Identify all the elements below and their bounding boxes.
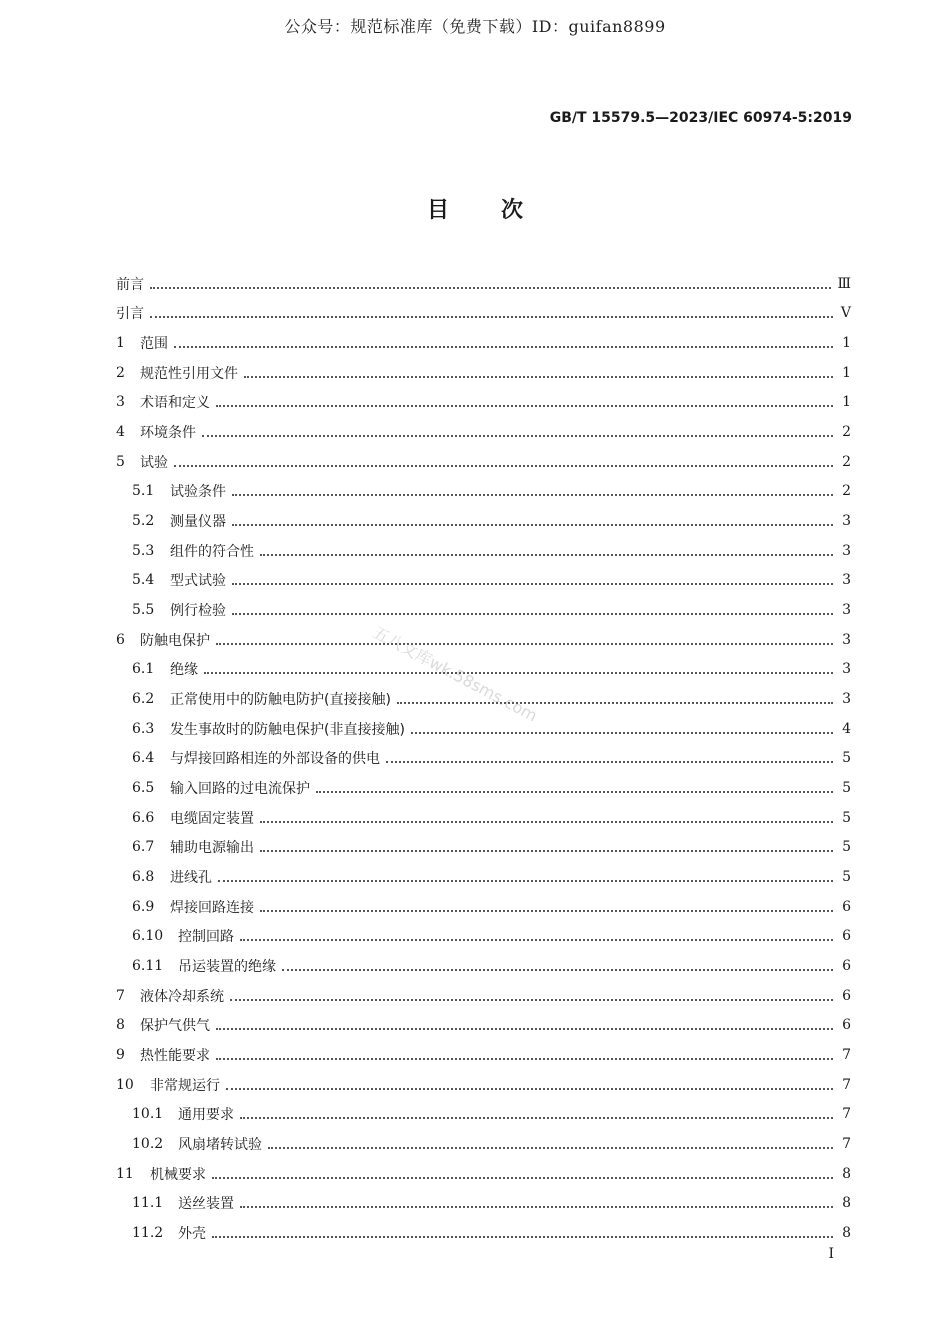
toc-entry-page: 5: [842, 779, 851, 796]
toc-entry[interactable]: [116, 921, 851, 951]
toc-leader-dots: [212, 1163, 833, 1179]
toc-entry-number: 5.2: [132, 513, 155, 530]
toc-entry-number: 5.3: [132, 542, 155, 559]
toc-entry[interactable]: [116, 506, 851, 536]
toc-leader-dots: [240, 1192, 833, 1208]
toc-entry[interactable]: [116, 744, 851, 774]
toc-entry-number: 6.4: [132, 750, 155, 767]
toc-entry[interactable]: [116, 447, 851, 477]
toc-leader-dots: [260, 896, 833, 912]
toc-entry-label: 与焊接回路相连的外部设备的供电: [170, 751, 380, 768]
toc-entry-number: 6.6: [132, 809, 155, 826]
toc-leader-dots: [240, 1103, 833, 1119]
toc-entry[interactable]: [116, 951, 851, 981]
toc-entry-number: 11.1: [132, 1195, 164, 1212]
toc-leader-dots: [150, 273, 831, 289]
toc-entry[interactable]: [116, 803, 851, 833]
toc-entry[interactable]: [116, 1010, 851, 1040]
table-of-contents: [116, 269, 851, 1248]
header-top-text: 公众号：规范标准库（免费下载）ID：guifan8899: [284, 17, 666, 36]
toc-entry[interactable]: [116, 625, 851, 655]
toc-entry-number: 6.11: [132, 957, 164, 974]
toc-entry-label: 正常使用中的防触电防护(直接接触): [170, 692, 391, 709]
toc-entry-page: 4: [842, 720, 851, 737]
toc-entry-label: 焊接回路连接: [170, 899, 254, 916]
toc-entry[interactable]: [116, 417, 851, 447]
toc-entry-number: 6.2: [132, 691, 155, 708]
toc-leader-dots: [202, 421, 833, 437]
toc-entry-number: 7: [116, 987, 125, 1004]
toc-entry[interactable]: [116, 1099, 851, 1129]
toc-entry-label: 外壳: [178, 1225, 206, 1242]
toc-entry-page: 3: [842, 691, 851, 708]
toc-leader-dots: [212, 1222, 833, 1238]
toc-entry-label: 术语和定义: [140, 395, 210, 412]
toc-entry-label: 测量仪器: [170, 514, 226, 531]
toc-entry-page: 3: [842, 631, 851, 648]
toc-entry-page: 6: [842, 928, 851, 945]
toc-entry[interactable]: [116, 892, 851, 922]
toc-leader-dots: [230, 985, 833, 1001]
toc-leader-dots: [216, 1044, 833, 1060]
toc-entry-label: 型式试验: [170, 573, 226, 590]
toc-entry-page: 2: [842, 424, 851, 441]
toc-entry-page: Ⅴ: [840, 305, 851, 322]
toc-entry-page: 1: [842, 335, 851, 352]
toc-entry[interactable]: [116, 1070, 851, 1100]
toc-entry-page: 7: [842, 1076, 851, 1093]
toc-entry[interactable]: [116, 566, 851, 596]
toc-entry-label: 试验条件: [170, 484, 226, 501]
toc-entry-label: 绝缘: [170, 662, 198, 679]
toc-entry-page: 6: [842, 987, 851, 1004]
toc-entry-label: 引言: [116, 306, 144, 323]
toc-entry[interactable]: [116, 862, 851, 892]
toc-entry-label: 液体冷却系统: [140, 988, 224, 1005]
toc-leader-dots: [204, 658, 833, 674]
toc-entry-number: 9: [116, 1046, 125, 1063]
toc-entry-number: 5.5: [132, 602, 155, 619]
toc-entry-number: 10.2: [132, 1135, 164, 1152]
toc-entry-number: 6.7: [132, 839, 155, 856]
toc-entry-label: 进线孔: [170, 869, 212, 886]
toc-entry-number: 5: [116, 453, 125, 470]
toc-entry-number: 1: [116, 335, 125, 352]
toc-entry[interactable]: [116, 832, 851, 862]
page-title: 目次: [426, 198, 575, 223]
toc-entry-label: 发生事故时的防触电保护(非直接接触): [170, 721, 405, 738]
toc-entry-label: 防触电保护: [140, 632, 210, 649]
toc-entry-page: 5: [842, 839, 851, 856]
toc-entry-label: 非常规运行: [150, 1077, 220, 1094]
toc-entry[interactable]: [116, 1159, 851, 1189]
toc-entry-page: Ⅲ: [837, 275, 851, 292]
toc-leader-dots: [232, 599, 833, 615]
toc-entry[interactable]: [116, 269, 851, 299]
page-number: Ⅰ: [828, 1246, 834, 1262]
toc-leader-dots: [232, 510, 833, 526]
toc-entry-label: 例行检验: [170, 603, 226, 620]
toc-entry-page: 2: [842, 453, 851, 470]
toc-entry-number: 6.3: [132, 720, 155, 737]
toc-leader-dots: [240, 925, 833, 941]
toc-entry-page: 1: [842, 364, 851, 381]
toc-leader-dots: [244, 362, 833, 378]
toc-entry[interactable]: [116, 1040, 851, 1070]
toc-leader-dots: [232, 480, 833, 496]
toc-leader-dots: [260, 540, 833, 556]
toc-entry-label: 环境条件: [140, 425, 196, 442]
toc-entry-label: 试验: [140, 454, 168, 471]
toc-entry-number: 6.9: [132, 898, 155, 915]
toc-leader-dots: [282, 955, 833, 971]
standard-code: GB/T 15579.5—2023/IEC 60974-5:2019: [549, 110, 852, 126]
toc-entry-label: 范围: [140, 336, 168, 353]
toc-leader-dots: [226, 1074, 833, 1090]
toc-leader-dots: [232, 569, 833, 585]
toc-entry-number: 2: [116, 364, 125, 381]
toc-entry-number: 6: [116, 631, 125, 648]
toc-entry-page: 3: [842, 602, 851, 619]
toc-entry-number: 6.1: [132, 661, 155, 678]
toc-entry-label: 吊运装置的绝缘: [178, 958, 276, 975]
toc-entry[interactable]: [116, 1129, 851, 1159]
toc-leader-dots: [397, 688, 833, 704]
toc-entry[interactable]: [116, 299, 851, 329]
toc-entry-label: 风扇堵转试验: [178, 1136, 262, 1153]
toc-entry-number: 8: [116, 1017, 125, 1034]
toc-entry-page: 8: [842, 1224, 851, 1241]
toc-entry[interactable]: [116, 595, 851, 625]
toc-entry-page: 7: [842, 1046, 851, 1063]
toc-entry-label: 送丝装置: [178, 1196, 234, 1213]
toc-leader-dots: [216, 1014, 833, 1030]
toc-entry[interactable]: [116, 773, 851, 803]
toc-entry[interactable]: [116, 328, 851, 358]
toc-entry-page: 5: [842, 868, 851, 885]
toc-entry-label: 通用要求: [178, 1107, 234, 1124]
toc-entry-label: 输入回路的过电流保护: [170, 780, 310, 797]
toc-leader-dots: [386, 747, 833, 763]
toc-entry-page: 6: [842, 1017, 851, 1034]
toc-leader-dots: [150, 302, 833, 318]
toc-entry-page: 3: [842, 661, 851, 678]
toc-entry-label: 电缆固定装置: [170, 810, 254, 827]
toc-entry-number: 6.5: [132, 779, 155, 796]
toc-entry-label: 规范性引用文件: [140, 365, 238, 382]
toc-entry[interactable]: [116, 981, 851, 1011]
toc-entry-number: 3: [116, 394, 125, 411]
toc-entry-label: 辅助电源输出: [170, 840, 254, 857]
toc-entry-page: 3: [842, 572, 851, 589]
toc-leader-dots: [218, 866, 833, 882]
toc-entry[interactable]: [116, 388, 851, 418]
toc-entry-page: 7: [842, 1106, 851, 1123]
toc-entry-number: 4: [116, 424, 125, 441]
toc-entry-page: 3: [842, 513, 851, 530]
toc-entry-label: 组件的符合性: [170, 543, 254, 560]
toc-leader-dots: [174, 451, 833, 467]
toc-entry-page: 6: [842, 898, 851, 915]
toc-entry[interactable]: [116, 536, 851, 566]
toc-entry-number: 11.2: [132, 1224, 164, 1241]
toc-entry-page: 2: [842, 483, 851, 500]
toc-entry-number: 10.1: [132, 1106, 164, 1123]
toc-entry-page: 7: [842, 1135, 851, 1152]
toc-entry[interactable]: [116, 1218, 851, 1248]
toc-leader-dots: [411, 718, 833, 734]
toc-leader-dots: [174, 332, 833, 348]
toc-entry[interactable]: [116, 714, 851, 744]
toc-entry-page: 5: [842, 750, 851, 767]
toc-entry-page: 5: [842, 809, 851, 826]
toc-entry-label: 控制回路: [178, 929, 234, 946]
toc-leader-dots: [216, 391, 833, 407]
toc-leader-dots: [316, 777, 833, 793]
toc-entry-page: 3: [842, 542, 851, 559]
toc-entry-page: 6: [842, 957, 851, 974]
toc-entry[interactable]: [116, 358, 851, 388]
toc-entry-number: 6.10: [132, 928, 164, 945]
toc-entry-number: 6.8: [132, 868, 155, 885]
toc-entry-page: 8: [842, 1165, 851, 1182]
toc-entry-page: 1: [842, 394, 851, 411]
toc-leader-dots: [260, 836, 833, 852]
toc-entry-number: 10: [116, 1076, 134, 1093]
toc-leader-dots: [260, 807, 833, 823]
toc-entry[interactable]: [116, 477, 851, 507]
toc-entry-label: 机械要求: [150, 1166, 206, 1183]
toc-entry-page: 8: [842, 1195, 851, 1212]
toc-entry-label: 前言: [116, 276, 144, 293]
toc-entry-number: 5.4: [132, 572, 155, 589]
toc-entry-number: 5.1: [132, 483, 155, 500]
watermark: 五八文库wk.58sms.com: [369, 622, 541, 726]
toc-entry-number: 11: [116, 1165, 134, 1182]
toc-entry[interactable]: [116, 1188, 851, 1218]
toc-leader-dots: [216, 629, 833, 645]
toc-leader-dots: [268, 1133, 833, 1149]
toc-entry-label: 热性能要求: [140, 1047, 210, 1064]
toc-entry-label: 保护气供气: [140, 1018, 210, 1035]
